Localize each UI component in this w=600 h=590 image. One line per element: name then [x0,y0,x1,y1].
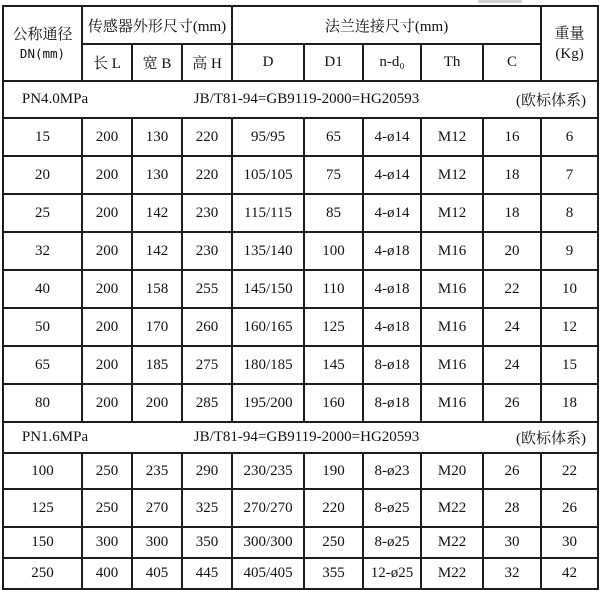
table-cell: 290 [182,453,232,489]
table-cell: 8-ø18 [363,346,421,384]
table-cell: 142 [132,194,182,232]
header-row-groups [3,6,598,44]
table-cell: 200 [82,346,132,384]
table-cell: 260 [182,308,232,346]
table-cell: 250 [304,527,363,558]
nominal-diameter-unit: DN(mm) [19,45,66,61]
table-cell: 24 [483,346,541,384]
table-cell: 130 [132,118,182,156]
table-cell: 18 [541,384,598,422]
table-cell: 300/300 [232,527,304,558]
table-cell: 200 [82,270,132,308]
table-cell: M12 [421,156,483,194]
flange-standard-label: JB/T81-94=GB9119-2000=HG20593 [193,429,420,445]
header-nominal-diameter [3,6,82,81]
table-cell: 170 [132,308,182,346]
table-cell: 200 [82,384,132,422]
section-header-cell [3,422,598,453]
table-row [3,118,598,156]
table-cell: 130 [132,156,182,194]
table-cell: 300 [82,527,132,558]
table-cell: 4-ø18 [363,270,421,308]
pressure-rating-label: PN1.6MPa [21,429,89,445]
table-cell: 22 [541,453,598,489]
table-cell: 32 [483,558,541,589]
table-cell: 40 [3,270,82,308]
table-cell: 200 [82,156,132,194]
header-n-d0: n-d₀ [363,44,421,81]
table-cell: 255 [182,270,232,308]
table-cell: 95/95 [232,118,304,156]
table-cell: 105/105 [232,156,304,194]
standard-system-note: (欧标体系) [516,431,587,447]
header-d: D [232,44,304,81]
table-cell: M22 [421,489,483,527]
table-cell: 20 [3,156,82,194]
header-c: C [483,44,541,81]
table-cell: 355 [304,558,363,589]
table-cell: M20 [421,453,483,489]
table-cell: 190 [304,453,363,489]
table-cell: 30 [541,527,598,558]
table-row [3,489,598,527]
table-cell: M16 [421,346,483,384]
table-cell: 15 [3,118,82,156]
section-row [3,422,598,453]
table-cell: 100 [304,232,363,270]
table-row [3,194,598,232]
table-cell: 200 [82,194,132,232]
table-cell: 4-ø14 [363,156,421,194]
table-cell: 285 [182,384,232,422]
table-cell: 26 [483,453,541,489]
header-length: 长 L [82,44,132,81]
nominal-diameter-label: 公称通径 [12,26,73,43]
flange-standard-label: JB/T81-94=GB9119-2000=HG20593 [193,91,420,107]
table-row [3,156,598,194]
table-cell: M16 [421,384,483,422]
table-cell: 270/270 [232,489,304,527]
table-cell: 10 [541,270,598,308]
table-cell: 125 [304,308,363,346]
table-row [3,270,598,308]
table-cell: 145/150 [232,270,304,308]
table-cell: 20 [483,232,541,270]
table-cell: 50 [3,308,82,346]
table-cell: 12-ø25 [363,558,421,589]
table-cell: 6 [541,118,598,156]
table-cell: 200 [82,308,132,346]
table-cell: 325 [182,489,232,527]
spec-table [2,5,599,590]
table-cell: 150 [3,527,82,558]
table-cell: 195/200 [232,384,304,422]
section-header-cell [3,81,598,118]
table-cell: 100 [3,453,82,489]
table-cell: M16 [421,308,483,346]
table-cell: 18 [483,156,541,194]
table-cell: 235 [132,453,182,489]
table-cell: 220 [182,118,232,156]
header-row-subcolumns [3,44,598,81]
table-cell: 135/140 [232,232,304,270]
table-row [3,384,598,422]
table-cell: 200 [132,384,182,422]
table-cell: 115/115 [232,194,304,232]
table-cell: 80 [3,384,82,422]
section-header-content [4,427,597,448]
table-cell: 18 [483,194,541,232]
table-cell: 8-ø25 [363,527,421,558]
table-row [3,453,598,489]
table-cell: 65 [3,346,82,384]
table-cell: M12 [421,194,483,232]
table-cell: 230/235 [232,453,304,489]
weight-label: 重量 [554,25,585,42]
table-cell: M12 [421,118,483,156]
table-header [3,6,598,81]
table-cell: 250 [3,558,82,589]
table-cell: M16 [421,270,483,308]
table-cell: 185 [132,346,182,384]
table-row [3,232,598,270]
table-cell: 142 [132,232,182,270]
pressure-rating-label: PN4.0MPa [21,91,89,107]
table-cell: 65 [304,118,363,156]
cropped-text-artifact [478,0,522,3]
table-cell: 275 [182,346,232,384]
header-weight [541,6,598,81]
header-flange-connection-group: 法兰连接尺寸(mm) [232,6,541,44]
table-cell: 230 [182,232,232,270]
table-cell: 28 [483,489,541,527]
table-cell: 25 [3,194,82,232]
table-cell: 145 [304,346,363,384]
table-cell: 15 [541,346,598,384]
table-cell: 75 [304,156,363,194]
table-cell: 4-ø14 [363,118,421,156]
table-cell: 230 [182,194,232,232]
table-cell: 26 [541,489,598,527]
table-cell: 250 [82,453,132,489]
table-cell: 16 [483,118,541,156]
table-row [3,558,598,589]
table-cell: 4-ø14 [363,194,421,232]
table-cell: 110 [304,270,363,308]
table-cell: 270 [132,489,182,527]
table-cell: 4-ø18 [363,232,421,270]
table-cell: 220 [304,489,363,527]
header-th: Th [421,44,483,81]
table-cell: 125 [3,489,82,527]
table-row [3,308,598,346]
table-cell: 160/165 [232,308,304,346]
table-cell: 85 [304,194,363,232]
table-cell: 8-ø25 [363,489,421,527]
table-body [3,81,598,589]
table-cell: 9 [541,232,598,270]
table-cell: 8-ø23 [363,453,421,489]
weight-unit: (Kg) [555,46,584,62]
standard-system-note: (欧标体系) [516,93,587,109]
table-cell: 32 [3,232,82,270]
table-cell: 158 [132,270,182,308]
table-cell: 26 [483,384,541,422]
header-sensor-dimensions-group: 传感器外形尺寸(mm) [82,6,232,44]
table-cell: 30 [483,527,541,558]
table-cell: 200 [82,118,132,156]
section-header-content [4,89,597,110]
table-cell: 350 [182,527,232,558]
table-cell: 400 [82,558,132,589]
header-d1: D1 [304,44,363,81]
table-cell: 250 [82,489,132,527]
table-cell: M22 [421,527,483,558]
table-cell: 8-ø18 [363,384,421,422]
table-row [3,346,598,384]
table-cell: 200 [82,232,132,270]
header-height: 高 H [182,44,232,81]
table-cell: 24 [483,308,541,346]
table-cell: M16 [421,232,483,270]
table-cell: 300 [132,527,182,558]
table-cell: 220 [182,156,232,194]
table-cell: 445 [182,558,232,589]
table-cell: 8 [541,194,598,232]
table-cell: 7 [541,156,598,194]
table-cell: 180/185 [232,346,304,384]
table-cell: 12 [541,308,598,346]
table-cell: 405/405 [232,558,304,589]
table-cell: 42 [541,558,598,589]
table-cell: 160 [304,384,363,422]
table-cell: M22 [421,558,483,589]
table-row [3,527,598,558]
table-cell: 22 [483,270,541,308]
section-row [3,81,598,118]
table-cell: 405 [132,558,182,589]
table-cell: 4-ø18 [363,308,421,346]
header-width: 宽 B [132,44,182,81]
